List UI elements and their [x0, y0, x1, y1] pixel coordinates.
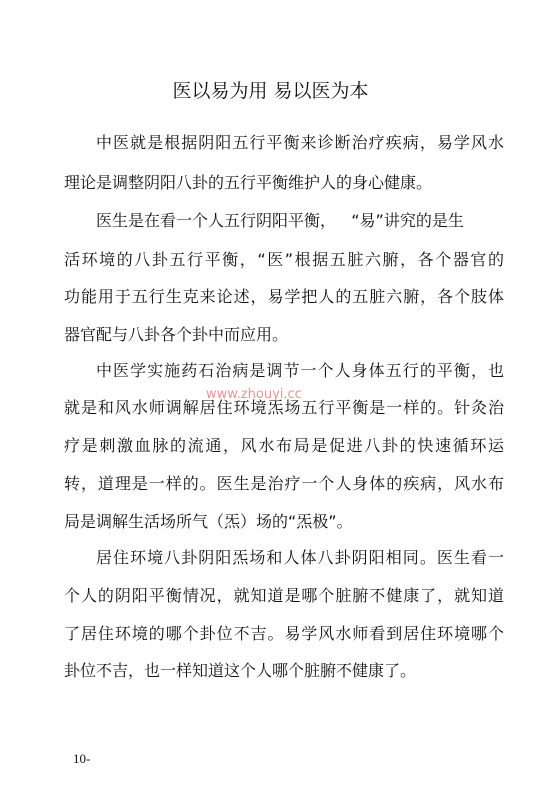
paragraph-3-line-2: 就是和风水师调解居住环境炁场五行平衡是一样的。针灸治	[64, 398, 504, 417]
paragraph-4-line-3: 了居住环境的哪个卦位不吉。易学风水师看到居住环境哪个	[64, 624, 504, 643]
paragraph-3-line-5: 局是调解生活场所气（炁）场的“炁极”。	[64, 512, 353, 531]
paragraph-4-line-2: 个人的阴阳平衡情况，就知道是哪个脏腑不健康了，就知道	[64, 586, 504, 605]
watermark: www.zhouyi.cc	[206, 387, 302, 402]
paragraph-4-line-4: 卦位不吉，也一样知道这个人哪个脏腑不健康了。	[64, 661, 417, 680]
title-part-1: 医以易为用	[172, 80, 268, 102]
page-number: 10-	[73, 751, 91, 766]
paragraph-3-line-4: 转，道理是一样的。医生是治疗一个人身体的疾病，风水布	[64, 474, 504, 493]
title-part-2: 易以医为本	[273, 80, 369, 102]
paragraph-4-line-1: 居住环境八卦阴阳炁场和人体八卦阴阳相同。医生看一	[96, 548, 504, 567]
paragraph-2-line-1: 医生是在看一个人五行阴阳平衡， “易”讲究的是生	[96, 211, 464, 230]
paragraph-2-line-3: 功能用于五行生克来论述，易学把人的五脏六腑，各个肢体	[64, 287, 504, 306]
paragraph-1-line-2: 理论是调整阴阳八卦的五行平衡维护人的身心健康。	[64, 173, 433, 192]
paragraph-1-line-1: 中医就是根据阴阳五行平衡来诊断治疗疾病，易学风水	[96, 133, 504, 152]
paragraph-2-line-4: 器官配与八卦各个卦中而应用。	[64, 325, 289, 344]
paragraph-3-line-3: 疗是刺激血脉的流通，风水布局是促进八卦的快速循环运	[64, 436, 504, 455]
paragraph-2-line-2: 活环境的八卦五行平衡，“医”根据五脏六腑，各个器官的	[64, 250, 504, 269]
paragraph-3-line-1: 中医学实施药石治病是调节一个人身体五行的平衡，也	[96, 361, 504, 380]
page-title	[0, 80, 541, 102]
